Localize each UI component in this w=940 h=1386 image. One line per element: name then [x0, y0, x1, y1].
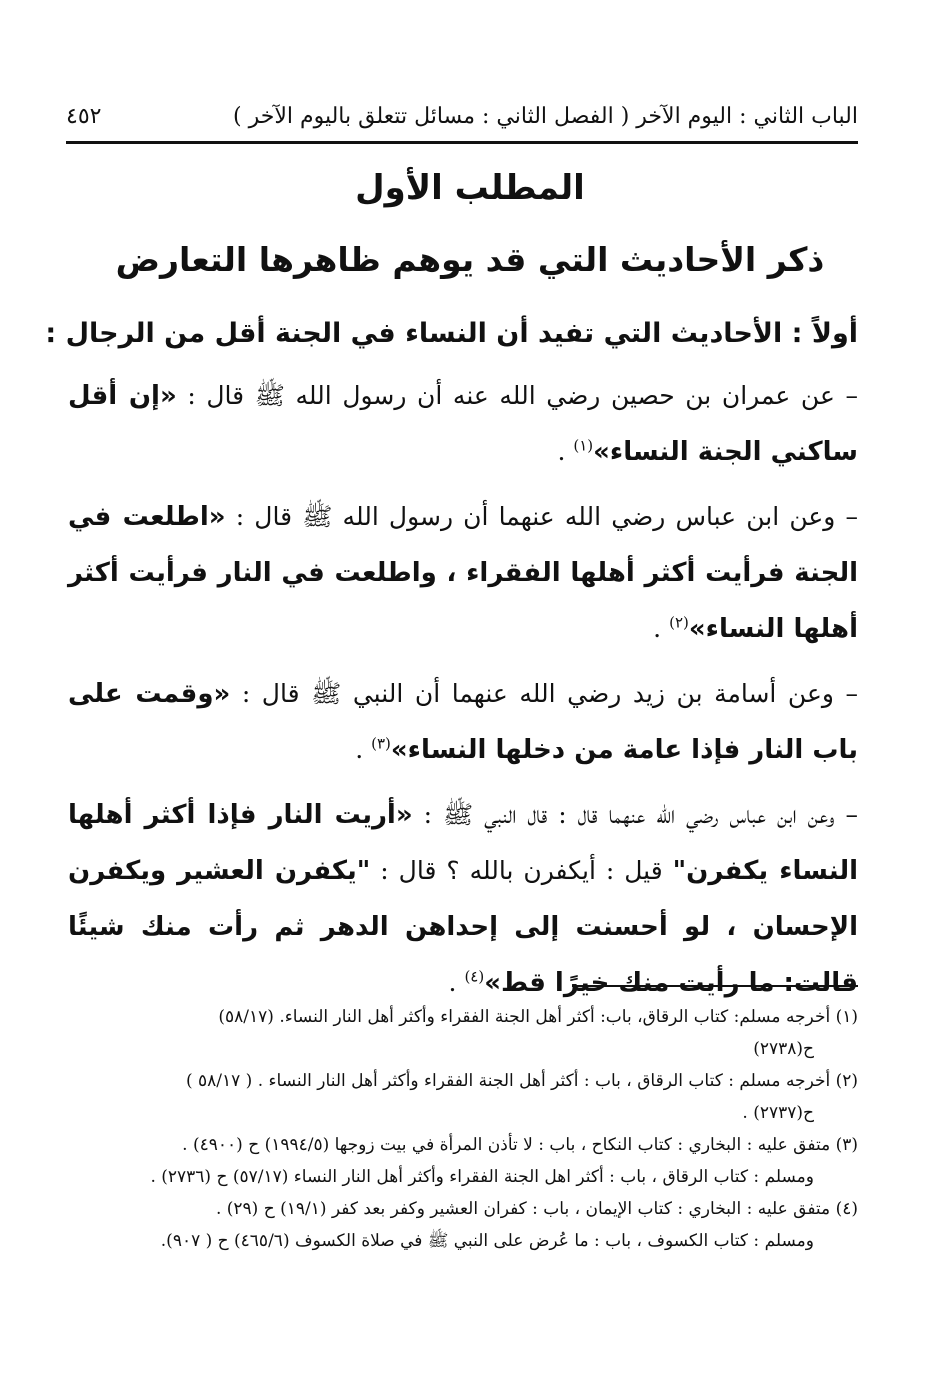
footnote-line: (٢) أخرجه مسلم : كتاب الرقاق ، باب : أكثر أهل الجنة الفقراء وأكثر أهل النار النساء . ( ٥٨/١٧ ): [185, 1071, 858, 1091]
hadith-tail: .: [355, 735, 372, 764]
hadith-quote-continued: "يكفرن العشير ويكفرن الإحسان ، لو أحسنت إلى إحداهن الدهر ثم رأت منك شيئًا قالت: ما رأيت منك خيرًا قط»: [68, 856, 858, 998]
header-rule: [66, 141, 858, 144]
hadith-intro: – وعن ابن عباس رضي الله عنهما قال : قال النبي ﷺ :: [412, 800, 859, 829]
hadith-paragraph: [68, 368, 858, 480]
hadith-quote: «إن أقل ساكني الجنة النساء»: [68, 381, 858, 467]
hadith-intro: – وعن أسامة بن زيد رضي الله عنهما أن النبي ﷺ قال :: [230, 679, 859, 708]
body-text: [68, 368, 858, 1020]
hadith-middle: قيل : أيكفرن بالله ؟ قال :: [370, 856, 673, 885]
footnote: [70, 1129, 858, 1193]
hadith-paragraph: [68, 489, 858, 657]
footnotes: [70, 1001, 858, 1257]
footnote-line: (٤) متفق عليه : البخاري : كتاب الإيمان ، باب : كفران العشير وكفر بعد كفر (١٩/١) ح (٢٩) .: [215, 1199, 858, 1219]
hadith-tail: .: [557, 437, 574, 466]
hadith-tail: .: [448, 968, 465, 997]
footnote-line: (١) أخرجه مسلم: كتاب الرقاق، باب: أكثر أهل الجنة الفقراء وأكثر أهل النار النساء. (٥٨/١٧): [218, 1007, 858, 1027]
footnote-ref: (٣): [371, 734, 391, 753]
hadith-paragraph: [68, 787, 858, 1011]
footnote: [70, 1065, 858, 1129]
footnote: [70, 1001, 858, 1065]
footnote-ref: (٤): [464, 967, 485, 986]
section-title: ذكر الأحاديث التي قد يوهم ظاهرها التعارض: [115, 240, 825, 279]
hadith-quote: «أريت النار فإذا أكثر أهلها النساء يكفرن": [68, 800, 859, 886]
footnote-line: ومسلم : كتاب الرقاق ، باب : أكثر اهل الجنة الفقراء وأكثر أهل النار النساء (٥٧/١٧) ح (٢٧٣٦) .: [150, 1167, 814, 1187]
footnote: [70, 1193, 858, 1257]
footnote-ref: (١): [573, 436, 594, 455]
hadith-paragraph: [68, 666, 858, 778]
page-header: [66, 96, 858, 136]
page-number: ٤٥٢: [66, 103, 102, 129]
footnote-rule: [572, 985, 858, 987]
footnote-line: ح(٢٧٣٨): [753, 1039, 814, 1059]
main-title: المطلب الأول: [355, 168, 585, 208]
sub-heading: أولاً : الأحاديث التي تفيد أن النساء في الجنة أقل من الرجال :: [45, 318, 858, 349]
hadith-intro: – وعن ابن عباس رضي الله عنهما أن رسول الله ﷺ قال :: [225, 502, 859, 531]
hadith-quote: «وقمت على باب النار فإذا عامة من دخلها النساء»: [68, 679, 858, 765]
footnote-line: (٣) متفق عليه : البخاري : كتاب النكاح ، باب : لا تأذن المرأة في بيت زوجها (١٩٩٤/٥) ح (٤٩٠٠) .: [182, 1135, 858, 1155]
hadith-tail: .: [653, 614, 670, 643]
footnote-ref: (٢): [669, 613, 689, 632]
footnote-line: ح(٢٧٣٧) .: [742, 1103, 814, 1123]
running-title: الباب الثاني : اليوم الآخر ( الفصل الثاني : مسائل تتعلق باليوم الآخر ): [233, 103, 858, 129]
footnote-line: ومسلم : كتاب الكسوف ، باب : ما عُرض على النبي ﷺ في صلاة الكسوف (٤٦٥/٦) ح ( ٩٠٧).: [160, 1231, 814, 1251]
hadith-quote: «اطلعت في الجنة فرأيت أكثر أهلها الفقراء ، واطلعت في النار فرأيت أكثر أهلها النساء»: [68, 502, 858, 644]
hadith-intro: – عن عمران بن حصين رضي الله عنه أن رسول الله ﷺ قال :: [176, 381, 858, 410]
